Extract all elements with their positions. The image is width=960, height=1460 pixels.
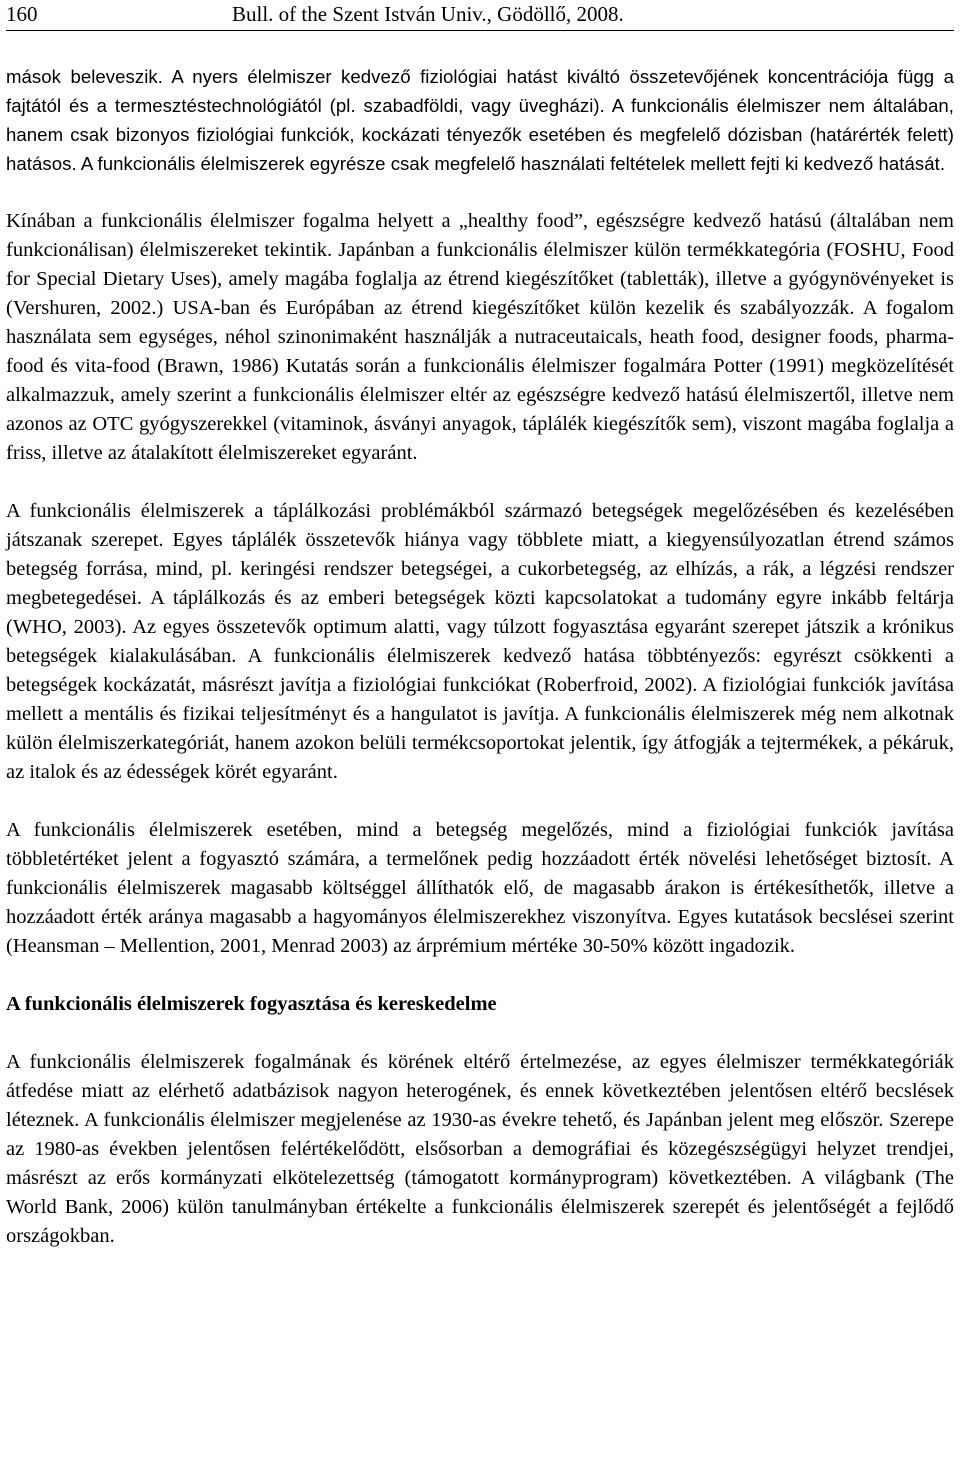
section-paragraph: A funkcionális élelmiszerek fogalmának és körének eltérő értelmezése, az egyes élelmiszer termékkategóriák átfedése miatt az elérhető adatbázisok nagyon heterogének, és ennek következtében jelentősen eltérő becslések léteznek. A funkcionális élelmiszer megjelenése az 1930-as évekre tehető, és Japánban jelent meg először. Szerepe az 1980-as években jelentősen felértékelődött, elsősorban a demográfiai és közegészségügyi helyzet trendjei, másrészt az erős kormányzati elkötelezettség (támogatott kormányprogram) következtében. A világbank (The World Bank, 2006) külön tanulmányban értékelte a funkcionális élelmiszerek szerepét és jelentőségét a fejlődő országokban. <box>6 1051 954 1247</box>
running-header <box>6 0 954 31</box>
page-number: 160 <box>6 2 38 26</box>
paragraph-1: mások beleveszik. A nyers élelmiszer kedvező fiziológiai hatást kiváltó összetevőjének koncentrációja függ a fajtától és a termesztéstechnológiától (pl. szabadföldi, vagy üvegházi). A funkcionális élelmiszer nem általában, hanem csak bizonyos fiziológiai funkciók, kockázati tényezők esetében és megfelelő dózisban (határérték felett) hatásos. A funkcionális élelmiszerek egyrésze csak megfelelő használati feltételek mellett fejti ki kedvező hatását. <box>6 66 954 174</box>
paragraph-2: Kínában a funkcionális élelmiszer fogalma helyett a „healthy food”, egészségre kedvező hatású (általában nem funkcionálisan) élelmiszereket tekintik. Japánban a funkcionális élelmiszer külön termékkategória (FOSHU, Food for Special Dietary Uses), amely magába foglalja az étrend kiegészítőket (tabletták), illetve a gyógynövényeket is (Vershuren, 2002.) USA-ban és Európában az étrend kiegészítőket külön kezelik és szabályozzák. A fogalom használata sem egységes, néhol szinonimaként használják a nutraceutaicals, heath food, designer foods, pharma-food és vita-food (Brawn, 1986) Kutatás során a funkcionális élelmiszer fogalmára Potter (1991) megközelítését alkalmazzuk, amely szerint a funkcionális élelmiszer eltér az egészségre kedvező hatású élelmiszertől, illetve nem azonos az OTC gyógyszerekkel (vitaminok, ásványi anyagok, táplálék kiegészítők sem), viszont magába foglalja a friss, illetve az átalakított élelmiszereket egyaránt. <box>6 210 954 464</box>
journal-citation: Bull. of the Szent István Univ., Gödöllő, 2008. <box>232 2 624 26</box>
paragraph-4: A funkcionális élelmiszerek esetében, mind a betegség megelőzés, mind a fiziológiai funkciók javítása többletértéket jelent a fogyasztó számára, a termelőnek pedig hozzáadott érték növelési lehetőséget biztosít. A funkcionális élelmiszerek magasabb költséggel állíthatók elő, de magasabb árakon is értékesíthetők, illetve a hozzáadott érték aránya magasabb a hagyományos élelmiszerekhez viszonyítva. Egyes kutatások becslései szerint (Heansman – Mellention, 2001, Menrad 2003) az árprémium mértéke 30-50% között ingadozik. <box>6 819 954 957</box>
section-heading: A funkcionális élelmiszerek fogyasztása és kereskedelme <box>6 993 497 1015</box>
body-text <box>6 62 954 1251</box>
paragraph-3: A funkcionális élelmiszerek a táplálkozási problémákból származó betegségek megelőzésében és kezelésében játszanak szerepet. Egyes táplálék összetevők hiánya vagy többlete miatt, a kiegyensúlyozatlan étrend számos betegség forrása, mind, pl. keringési rendszer betegségei, a cukorbetegség, az elhízás, a rák, a légzési rendszer megbetegedései. A táplálkozás és az emberi betegségek közti kapcsolatokat a tudomány egyre inkább feltárja (WHO, 2003). Az egyes összetevők optimum alatti, vagy túlzott fogyasztása egyaránt szerepet játszik a krónikus betegségek kialakulásában. A funkcionális élelmiszerek kedvező hatása többtényezős: egyrészt csökkenti a betegségek kockázatát, másrészt javítja a fiziológiai funkciókat (Roberfroid, 2002). A fiziológiai funkciók javítása mellett a mentális és fizikai teljesítményt és a hangulatot is javítja. A funkcionális élelmiszerek még nem alkotnak külön élelmiszerkategóriát, hanem azokon belüli termékcsoportokat jelentik, így átfogják a tejtermékek, a pékáruk, az italok és az édességek körét egyaránt. <box>6 500 954 783</box>
